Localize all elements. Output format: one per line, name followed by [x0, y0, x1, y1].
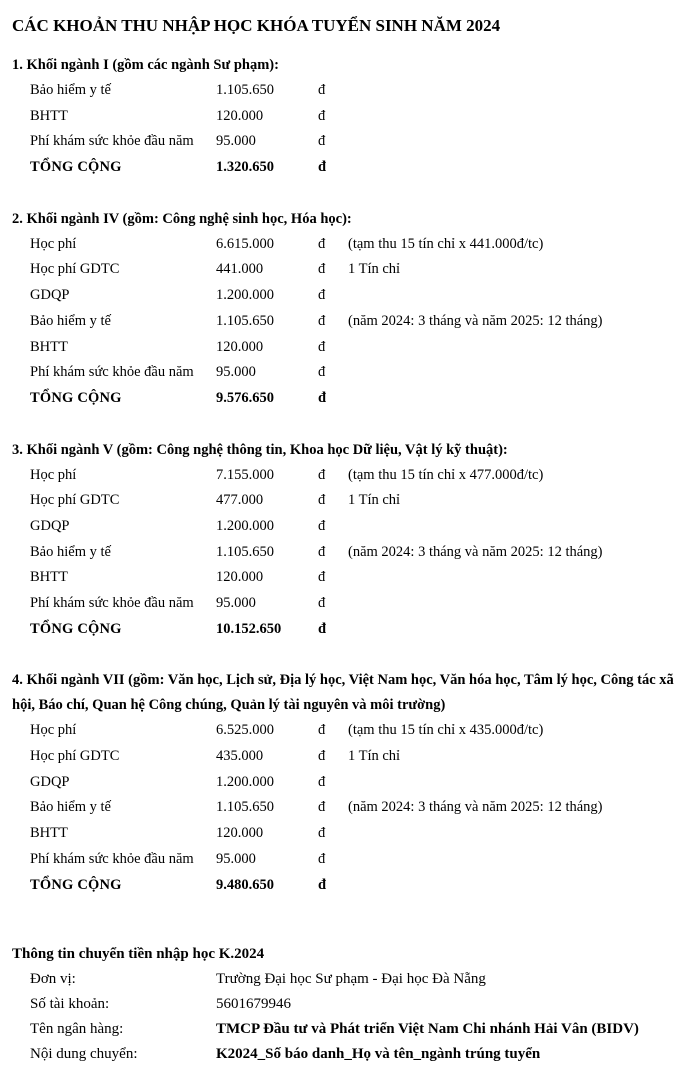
- fee-amount: 120.000: [216, 825, 264, 842]
- fee-note: 1 Tín chỉ: [348, 261, 401, 278]
- transfer-row: [12, 1042, 700, 1067]
- fee-amount: 120.000: [216, 107, 264, 124]
- fee-label: Bảo hiểm y tế: [30, 799, 111, 816]
- fee-amount: 1.200.000: [216, 287, 274, 304]
- transfer-label: Đơn vị:: [30, 971, 76, 988]
- fee-row: [12, 257, 700, 283]
- total-row: [12, 617, 700, 643]
- fee-label: Phí khám sức khỏe đầu năm: [30, 850, 194, 867]
- fee-row: [12, 514, 700, 540]
- fee-label: BHTT: [30, 569, 68, 586]
- currency-unit: đ: [318, 799, 326, 816]
- fee-row: [12, 821, 700, 847]
- transfer-label: Nội dung chuyển:: [30, 1046, 138, 1063]
- currency-unit: đ: [318, 107, 326, 124]
- total-label: TỔNG CỘNG: [30, 876, 122, 893]
- fee-row: [12, 335, 700, 361]
- currency-unit: đ: [318, 389, 327, 406]
- currency-unit: đ: [318, 159, 327, 176]
- transfer-label: Số tài khoản:: [30, 996, 110, 1013]
- transfer-row: [12, 992, 700, 1017]
- fee-row: [12, 744, 700, 770]
- fee-note: 1 Tín chỉ: [348, 492, 401, 509]
- fee-amount: 477.000: [216, 492, 264, 509]
- total-amount: 9.576.650: [216, 389, 274, 406]
- section-heading: 4. Khối ngành VII (gồm: Văn học, Lịch sử, Địa lý học, Việt Nam học, Văn hóa học, Tâm lý học, Công tác xã hội, Báo chí, Quan hệ Công chúng, Quản lý tài nguyên và môi trường): [12, 672, 674, 714]
- transfer-value: TMCP Đầu tư và Phát triển Việt Nam Chi nhánh Hải Vân (BIDV): [216, 1021, 639, 1038]
- currency-unit: đ: [318, 82, 326, 98]
- fee-amount: 120.000: [216, 338, 264, 355]
- fee-amount: 95.000: [216, 364, 256, 381]
- total-row: [12, 873, 700, 899]
- fee-row: [12, 104, 700, 130]
- fee-amount: 95.000: [216, 850, 256, 867]
- fee-note: (tạm thu 15 tín chỉ x 477.000đ/tc): [348, 466, 544, 483]
- fee-label: Phí khám sức khỏe đầu năm: [30, 364, 194, 381]
- fee-label: Học phí GDTC: [30, 748, 120, 765]
- fee-amount: 1.105.650: [216, 799, 274, 816]
- fee-amount: 1.105.650: [216, 82, 274, 98]
- currency-unit: đ: [318, 595, 326, 611]
- currency-unit: đ: [318, 287, 326, 304]
- fee-amount: 6.525.000: [216, 722, 274, 739]
- currency-unit: đ: [318, 850, 326, 867]
- total-row: [12, 155, 700, 181]
- currency-unit: đ: [318, 492, 326, 509]
- fee-row: [12, 283, 700, 309]
- fee-section: [12, 207, 700, 412]
- currency-unit: đ: [318, 825, 326, 842]
- fee-section: [12, 668, 700, 898]
- section-heading: 2. Khối ngành IV (gồm: Công nghệ sinh học, Hóa học):: [12, 210, 352, 227]
- fee-note: (năm 2024: 3 tháng và năm 2025: 12 tháng): [348, 799, 603, 816]
- fee-row: [12, 795, 700, 821]
- currency-unit: đ: [318, 338, 326, 355]
- total-amount: 9.480.650: [216, 876, 274, 893]
- currency-unit: đ: [318, 876, 327, 893]
- total-label: TỔNG CỘNG: [30, 159, 122, 176]
- fee-amount: 7.155.000: [216, 466, 274, 483]
- fee-row: [12, 360, 700, 386]
- fee-label: GDQP: [30, 517, 70, 534]
- fee-amount: 6.615.000: [216, 235, 274, 252]
- fee-label: GDQP: [30, 287, 70, 304]
- fee-row: [12, 847, 700, 873]
- fee-row: [12, 591, 700, 617]
- transfer-value: 5601679946: [216, 996, 291, 1013]
- fee-label: Học phí GDTC: [30, 492, 120, 509]
- currency-unit: đ: [318, 620, 327, 637]
- fee-row: [12, 78, 700, 104]
- fee-amount: 95.000: [216, 595, 256, 611]
- currency-unit: đ: [318, 133, 326, 150]
- transfer-value: K2024_Số báo danh_Họ và tên_ngành trúng tuyển: [216, 1046, 541, 1063]
- fee-note: (năm 2024: 3 tháng và năm 2025: 12 tháng): [348, 312, 603, 329]
- fee-row: [12, 309, 700, 335]
- fee-amount: 435.000: [216, 748, 264, 765]
- total-label: TỔNG CỘNG: [30, 620, 122, 637]
- currency-unit: đ: [318, 235, 326, 252]
- currency-unit: đ: [318, 569, 326, 586]
- fee-amount: 1.200.000: [216, 517, 274, 534]
- fee-row: [12, 770, 700, 796]
- fee-row: [12, 232, 700, 258]
- currency-unit: đ: [318, 748, 326, 765]
- transfer-rows: [12, 967, 700, 1067]
- fee-row: [12, 488, 700, 514]
- fee-amount: 95.000: [216, 133, 256, 150]
- fee-label: Phí khám sức khỏe đầu năm: [30, 133, 194, 150]
- fee-label: Bảo hiểm y tế: [30, 82, 111, 98]
- fee-row: [12, 718, 700, 744]
- fee-label: BHTT: [30, 338, 68, 355]
- fee-amount: 441.000: [216, 261, 264, 278]
- fee-row: [12, 565, 700, 591]
- fee-note: (tạm thu 15 tín chỉ x 441.000đ/tc): [348, 235, 544, 252]
- currency-unit: đ: [318, 517, 326, 534]
- fee-row: [12, 129, 700, 155]
- fee-label: Học phí GDTC: [30, 261, 120, 278]
- page-title: CÁC KHOẢN THU NHẬP HỌC KHÓA TUYỂN SINH NĂM 2024: [12, 16, 501, 35]
- fee-label: BHTT: [30, 825, 68, 842]
- fee-section: [12, 438, 700, 643]
- fee-section: [12, 53, 700, 181]
- fee-label: Bảo hiểm y tế: [30, 312, 111, 329]
- sections-container: [12, 53, 700, 898]
- total-row: [12, 386, 700, 412]
- transfer-heading: Thông tin chuyển tiền nhập học K.2024: [12, 946, 265, 963]
- fee-note: 1 Tín chỉ: [348, 748, 401, 765]
- fee-row: [12, 463, 700, 489]
- fee-label: Phí khám sức khỏe đầu năm: [30, 595, 194, 611]
- total-label: TỔNG CỘNG: [30, 389, 122, 406]
- fee-note: (năm 2024: 3 tháng và năm 2025: 12 tháng): [348, 543, 603, 560]
- transfer-row: [12, 967, 700, 992]
- fee-label: Bảo hiểm y tế: [30, 543, 111, 560]
- fee-amount: 1.200.000: [216, 773, 274, 790]
- fee-row: [12, 540, 700, 566]
- section-heading: 3. Khối ngành V (gồm: Công nghệ thông tin, Khoa học Dữ liệu, Vật lý kỹ thuật):: [12, 441, 508, 458]
- currency-unit: đ: [318, 543, 326, 560]
- transfer-label: Tên ngân hàng:: [30, 1021, 124, 1038]
- fee-label: GDQP: [30, 773, 70, 790]
- fee-label: BHTT: [30, 107, 68, 124]
- currency-unit: đ: [318, 722, 326, 739]
- currency-unit: đ: [318, 773, 326, 790]
- currency-unit: đ: [318, 261, 326, 278]
- transfer-value: Trường Đại học Sư phạm - Đại học Đà Nẵng: [216, 971, 486, 988]
- transfer-info: [12, 942, 700, 1067]
- fee-amount: 1.105.650: [216, 543, 274, 560]
- currency-unit: đ: [318, 364, 326, 381]
- fee-label: Học phí: [30, 466, 77, 483]
- currency-unit: đ: [318, 466, 326, 483]
- fee-note: (tạm thu 15 tín chỉ x 435.000đ/tc): [348, 722, 544, 739]
- currency-unit: đ: [318, 312, 326, 329]
- fee-amount: 1.105.650: [216, 312, 274, 329]
- transfer-row: [12, 1017, 700, 1042]
- fee-amount: 120.000: [216, 569, 264, 586]
- total-amount: 1.320.650: [216, 159, 274, 176]
- fee-label: Học phí: [30, 235, 77, 252]
- fee-label: Học phí: [30, 722, 77, 739]
- section-heading: 1. Khối ngành I (gồm các ngành Sư phạm):: [12, 57, 279, 73]
- total-amount: 10.152.650: [216, 620, 282, 637]
